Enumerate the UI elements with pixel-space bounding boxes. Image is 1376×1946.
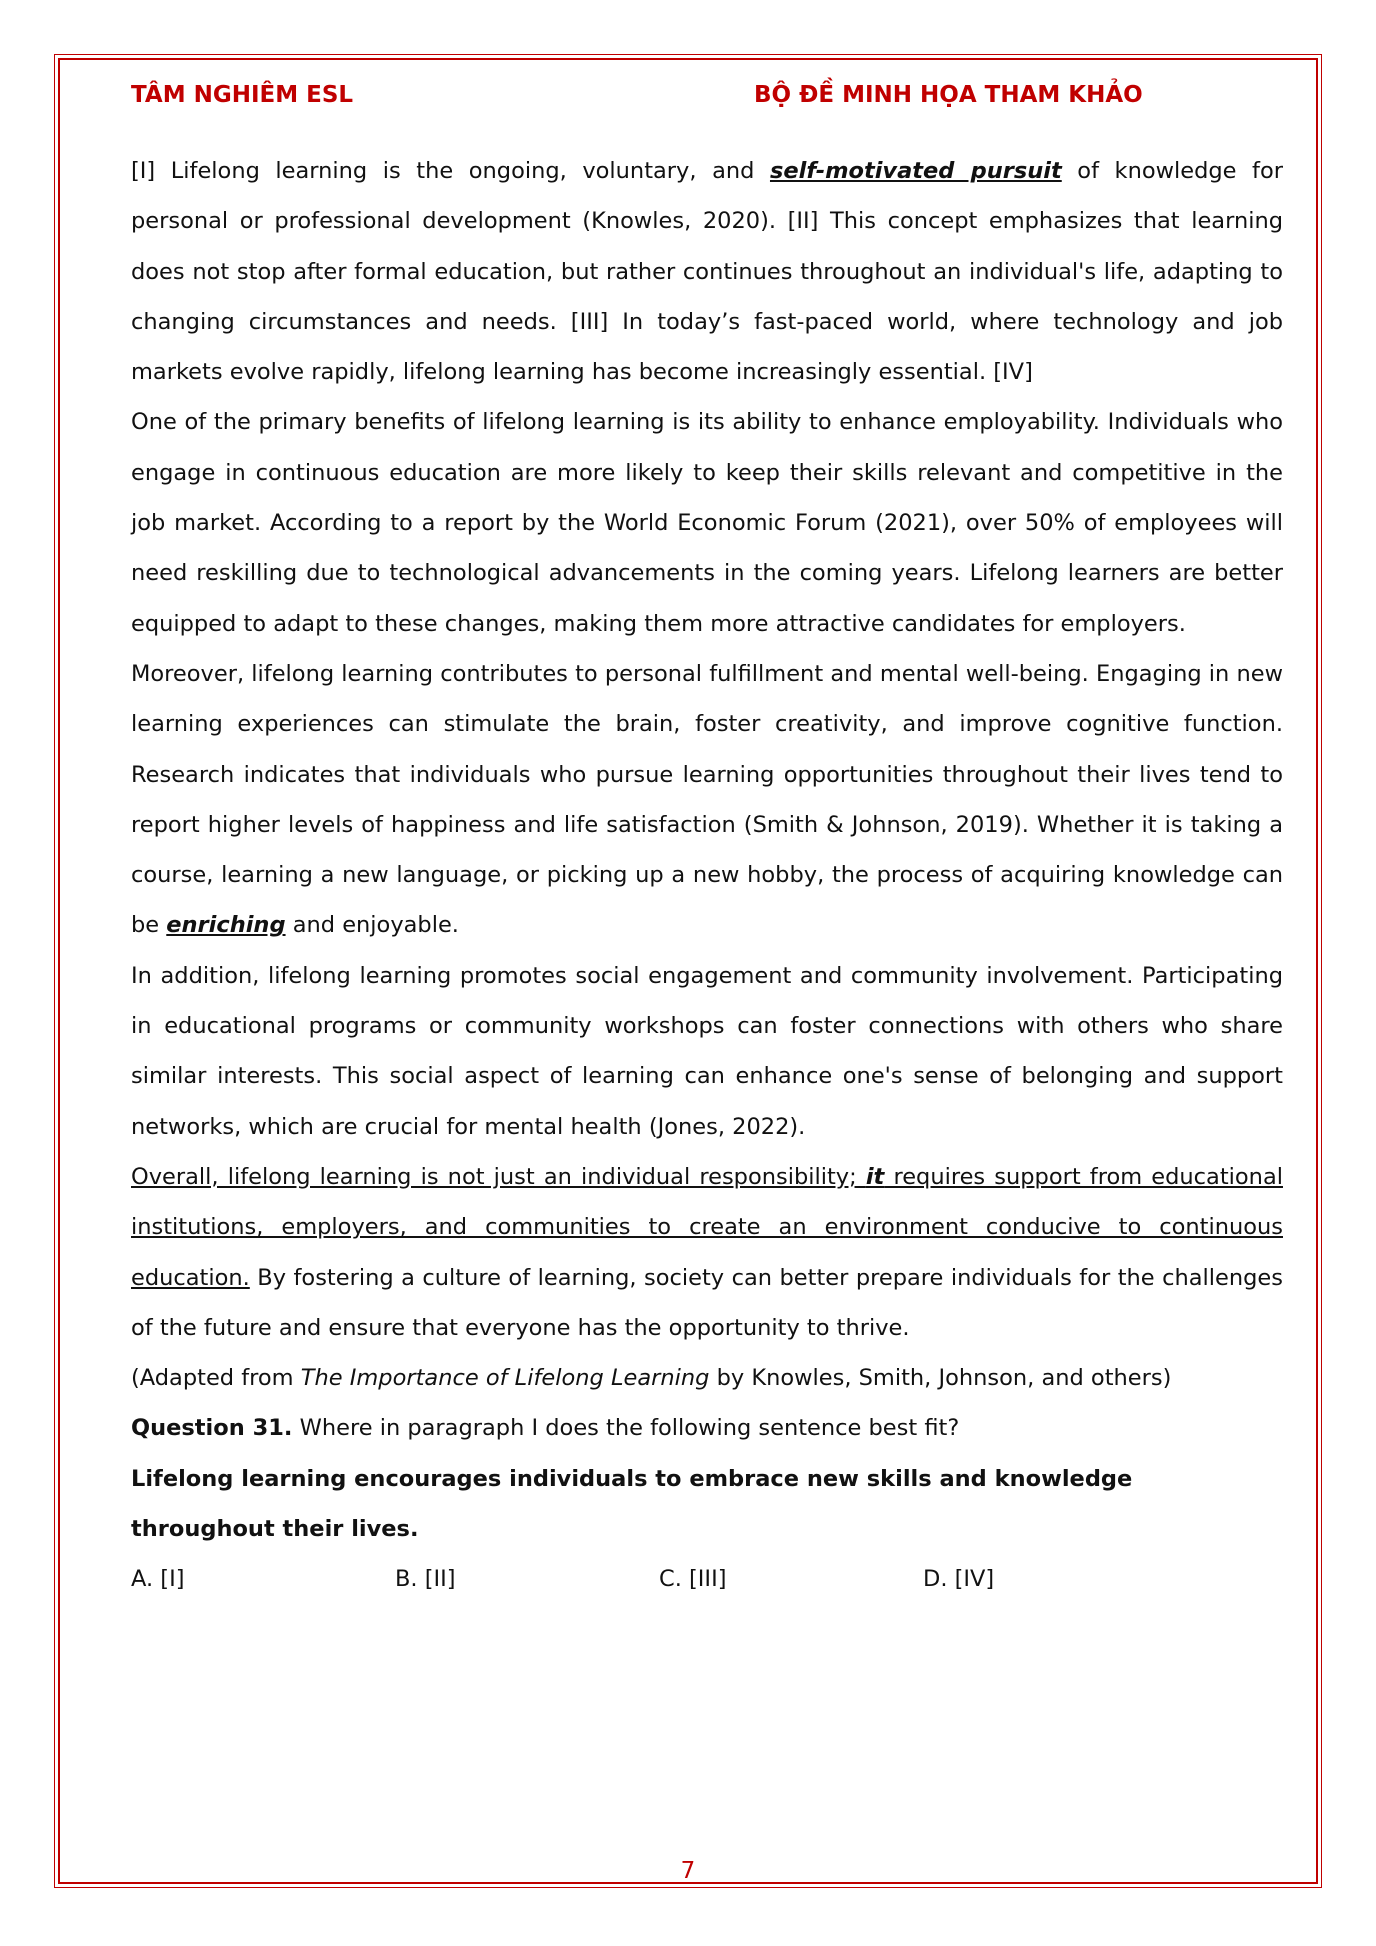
document-body xyxy=(131,146,1283,1605)
paragraph-3 xyxy=(131,649,1283,951)
highlighted-phrase: self-motivated pursuit xyxy=(769,158,1062,184)
text: By fostering a culture of learning, society can better prepare individuals for the challenges of the future and ensure that everyone has the opportunity to thrive. xyxy=(131,1264,1283,1341)
underlined-text: requires support from educational institutions, employers, and communities to create an environment conducive to continuous education. xyxy=(131,1163,1283,1291)
text: and enjoyable. xyxy=(285,912,459,939)
paragraph-1 xyxy=(131,146,1283,397)
paragraph-2: One of the primary benefits of lifelong learning is its ability to enhance employability. Individuals who engage in continuous education are more likely to keep their skills relevant and competitive in the job market. According to a report by the World Economic Forum (2021), over 50% of employees will need reskilling due to technological advancements in the coming years. Lifelong learners are better equipped to adapt to these changes, making them more attractive candidates for employers. xyxy=(131,409,1283,637)
underlined-text: Overall, lifelong learning is not just an individual responsibility; xyxy=(131,1163,866,1190)
text: [I] Lifelong learning is the ongoing, voluntary, and xyxy=(131,158,770,184)
text: of knowledge for personal or professional development (Knowles, 2020). [II] This concept emphasizes that learning does not stop after formal education, but rather continues throughout an individual's life, adapting to changing circumstances and needs. [III] In today’s fast-paced world, where technology and job markets evolve rapidly, lifelong learning has become increasingly essential. [IV] xyxy=(131,158,1283,386)
question-sentence: Lifelong learning encourages individuals to embrace new skills and knowledge throughout their lives. xyxy=(131,1465,1133,1543)
source-title: The Importance of Lifelong Learning xyxy=(300,1365,710,1392)
option-c[interactable]: C. [III] xyxy=(659,1566,727,1593)
question-text: Where in paragraph I does the following sentence best fit? xyxy=(292,1415,960,1442)
highlighted-word: enriching xyxy=(166,912,286,939)
paragraph-5 xyxy=(131,1152,1283,1353)
page-header xyxy=(131,82,1245,118)
question-prompt xyxy=(131,1403,1283,1453)
header-left-title: TÂM NGHIÊM ESL xyxy=(131,82,354,108)
option-d[interactable]: D. [IV] xyxy=(923,1566,995,1593)
question-label: Question 31. xyxy=(131,1415,293,1442)
page-number: 7 xyxy=(680,1858,696,1884)
paragraph-4: In addition, lifelong learning promotes social engagement and community involvement. Participating in educational programs or community workshops can foster connections with others who share similar interests. This social aspect of learning can enhance one's sense of belonging and support networks, which are crucial for mental health (Jones, 2022). xyxy=(131,962,1283,1140)
source-citation xyxy=(131,1353,1283,1403)
text: (Adapted from xyxy=(131,1365,301,1392)
highlighted-pronoun: it xyxy=(865,1163,885,1190)
header-right-title: BỘ ĐỀ MINH HỌA THAM KHẢO xyxy=(754,82,1143,108)
answer-options xyxy=(131,1554,1283,1604)
text: by Knowles, Smith, Johnson, and others) xyxy=(709,1365,1172,1392)
option-b[interactable]: B. [II] xyxy=(395,1566,456,1593)
option-a[interactable]: A. [I] xyxy=(131,1566,185,1593)
text: Moreover, lifelong learning contributes to personal fulfillment and mental well-being. Engaging in new learning experiences can stimulate the brain, foster creativity, and improve cognitive function. Research indicates that individuals who pursue learning opportunities throughout their lives tend to report higher levels of happiness and life satisfaction (Smith & Johnson, 2019). Whether it is taking a course, learning a new language, or picking up a new hobby, the process of acquiring knowledge can be xyxy=(131,660,1283,939)
